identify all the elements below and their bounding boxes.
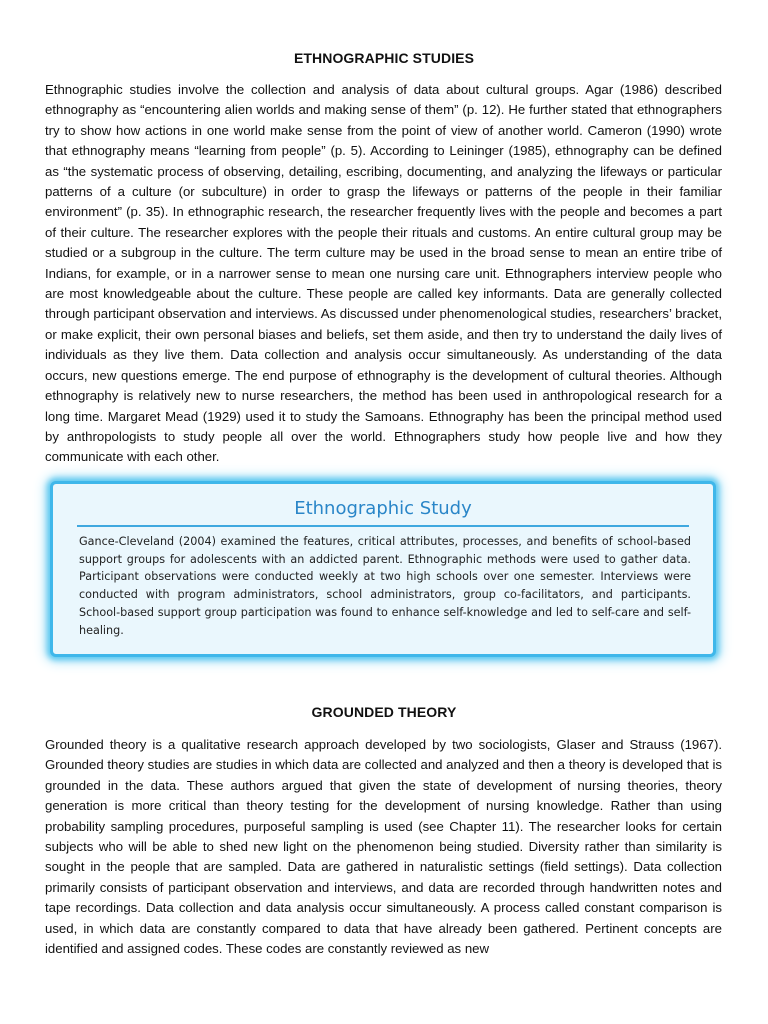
callout-title-rule xyxy=(77,525,689,527)
ethnographic-studies-paragraph: Ethnographic studies involve the collection and analysis of data about cultural groups. Agar (1986) described ethnography as “encountering alien worlds and making sense of them” (p. 12). He further stated that ethnographers try to show how actions in one world make sense from the point of view of another world. Cameron (1990) wrote that ethnography means “learning from people” (p. 5). According to Leininger (1985), ethnography can be defined as “the systematic process of observing, detailing, escribing, documenting, and analyzing the lifeways or particular patterns of a culture (or subculture) in order to grasp the lifeways or patterns of the people in their familiar environment” (p. 35). In ethnographic research, the researcher frequently lives with the people and becomes a part of their culture. The researcher explores with the people their rituals and customs. An entire cultural group may be studied or a subgroup in the culture. The term culture may be used in the broad sense to mean an entire tribe of Indians, for example, or in a narrower sense to mean one nursing care unit. Ethnographers interview people who are most knowledgeable about the culture. These people are called key informants. Data are generally collected through participant observation and interviews. As discussed under phenomenological studies, researchers’ bracket, or make explicit, their own personal biases and beliefs, set them aside, and then try to understand the daily lives of individuals as they live them. Data collection and analysis occur simultaneously. As understanding of the data occurs, new questions emerge. The end purpose of ethnography is the development of cultural theories. Although ethnography is relatively new to nurse researchers, the method has been used in anthropological research for a long time. Margaret Mead (1929) used it to study the Samoans. Ethnography has been the principal method used by anthropologists to study people all over the world. Ethnographers study how people live and how they communicate with each other. xyxy=(45,82,722,465)
ethnographic-study-callout xyxy=(50,481,716,657)
callout-title: Ethnographic Study xyxy=(294,498,472,519)
grounded-theory-paragraph: Grounded theory is a qualitative research approach developed by two sociologists, Glaser and Strauss (1967). Grounded theory studies are studies in which data are collected and analyzed and then a theory is developed that is grounded in the data. These authors argued that given the state of development of nursing theories, theory generation is more critical than theory testing for the development of nursing knowledge. Rather than using probability sampling procedures, purposeful sampling is used (see Chapter 11). The researcher looks for certain subjects who will be able to shed new light on the phenomenon being studied. Diversity rather than similarity is sought in the people that are sampled. Data are gathered in naturalistic settings (field settings). Data collection primarily consists of participant observation and interviews, and data are recorded through handwritten notes and tape recordings. Data collection and data analysis occur simultaneously. A process called constant comparison is used, in which data are constantly compared to data that have already been gathered. Pertinent concepts are identified and assigned codes. These codes are constantly reviewed as new xyxy=(45,737,722,957)
callout-text: Gance-Cleveland (2004) examined the features, critical attributes, processes, and benefits of school-based support groups for adolescents with an addicted parent. Ethnographic methods were used to gather data. Participant observations were conducted weekly at two high schools over one semester. Interviews were conducted with program administrators, school administrators, group co-facilitators, and participants. School-based support group participation was found to enhance self-knowledge and led to self-care and self-healing. xyxy=(79,535,691,637)
section-heading-grounded-theory: GROUNDED THEORY xyxy=(311,704,457,720)
section-heading-ethnographic-studies: ETHNOGRAPHIC STUDIES xyxy=(293,50,475,66)
